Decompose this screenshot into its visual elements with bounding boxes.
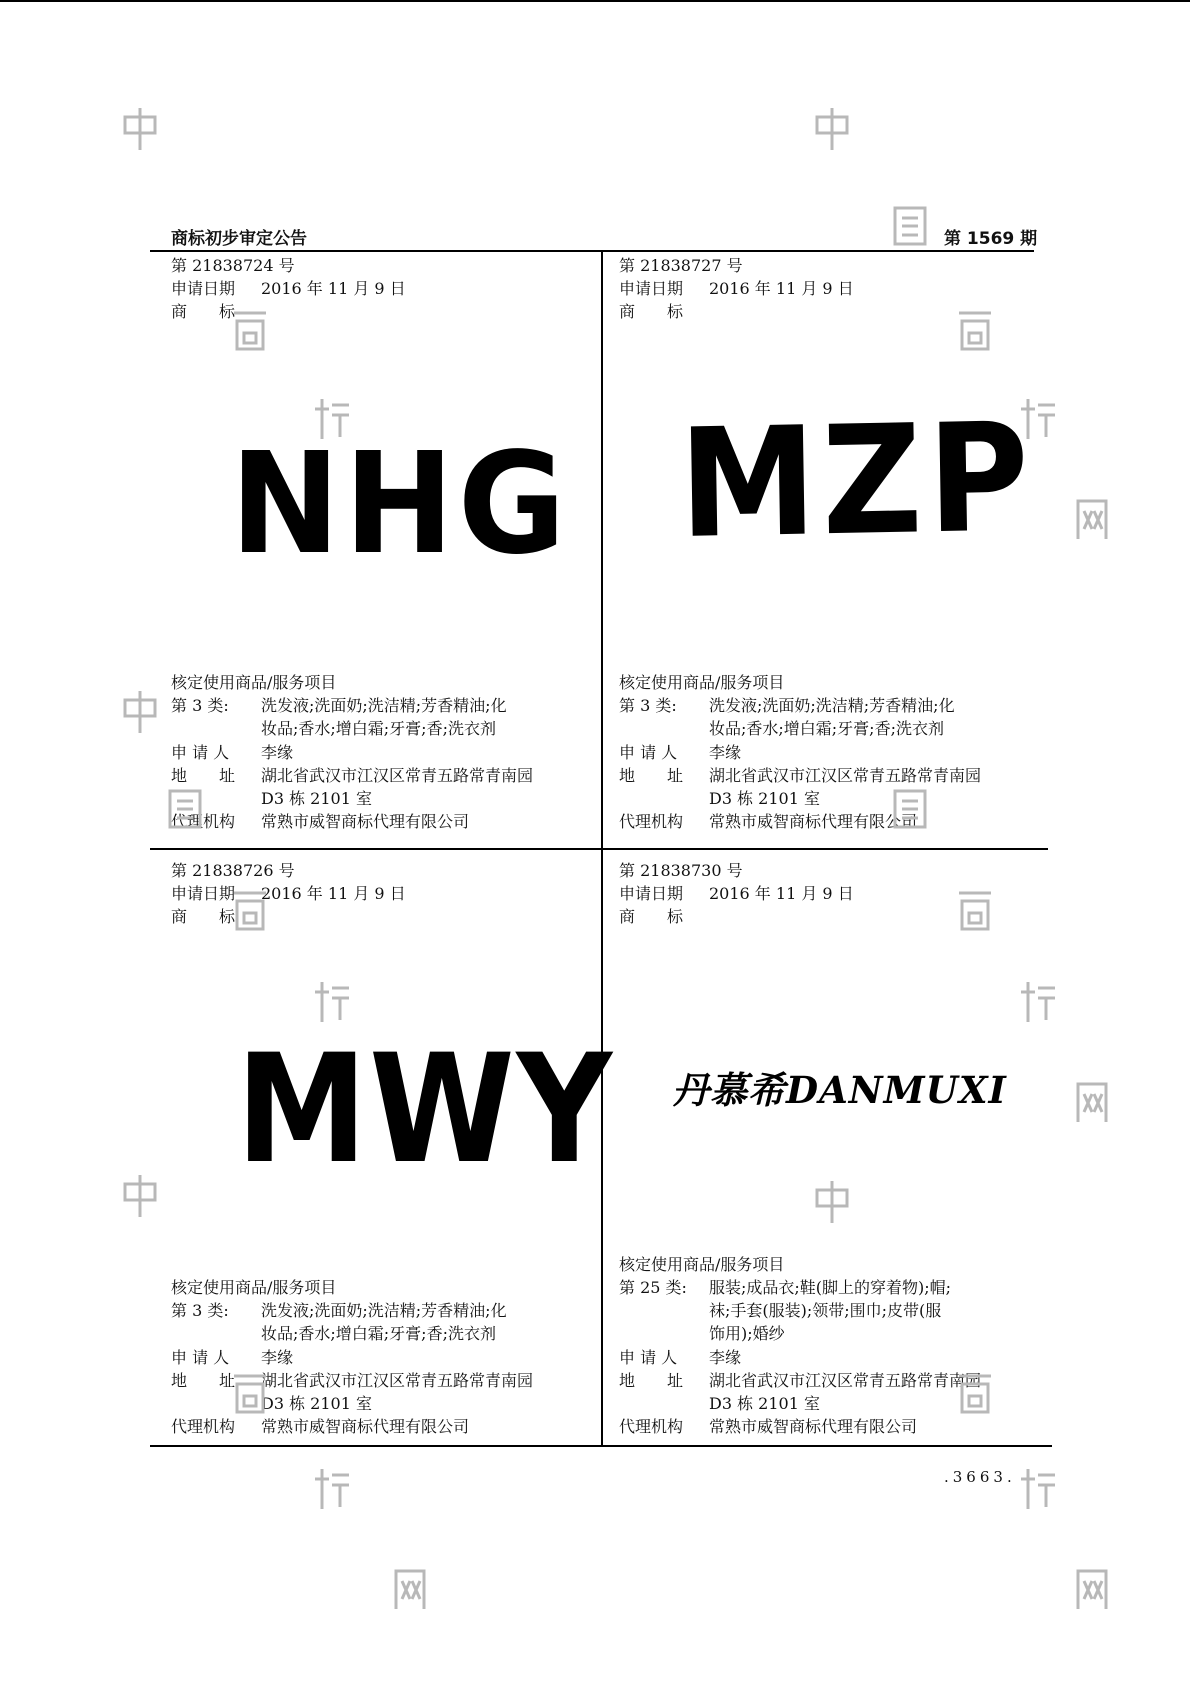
goods-line: 服装;成品衣;鞋(脚上的穿着物);帽; [709, 1278, 952, 1297]
agency-label: 代理机构 [619, 1417, 684, 1436]
agency-label: 代理机构 [171, 812, 236, 831]
watermark-biao-icon [312, 395, 352, 443]
goods-line: 妆品;香水;增白霜;牙膏;香;洗衣剂 [261, 1324, 496, 1343]
agency-value: 常熟市威智商标代理有限公司 [261, 812, 470, 831]
watermark-zhong-icon [120, 688, 160, 736]
watermark-zhong-icon [120, 1172, 160, 1220]
agency-value: 常熟市威智商标代理有限公司 [261, 1417, 470, 1436]
page-number: .3663. [944, 1468, 1016, 1486]
address-line: 湖北省武汉市江汉区常青五路常青南园 [261, 1371, 534, 1390]
mark-label: 商 标 [171, 302, 236, 321]
issue-number: 第 1569 期 [944, 229, 1038, 249]
applicant-value: 李缘 [709, 1348, 742, 1367]
watermark-guo-icon [165, 785, 205, 833]
trademark-image-1: NHG [230, 423, 570, 586]
watermark-wang-icon [1072, 495, 1112, 543]
watermark-shang-icon [230, 305, 270, 353]
class-label: 第 3 类: [171, 1301, 229, 1320]
goods-line: 妆品;香水;增白霜;牙膏;香;洗衣剂 [261, 719, 496, 738]
watermark-guo-icon [890, 785, 930, 833]
watermark-biao-icon [1018, 395, 1058, 443]
gazette-title: 商标初步审定公告 [171, 229, 307, 249]
middle-rule [150, 848, 1048, 850]
app-date-value: 2016 年 11 月 9 日 [709, 884, 854, 903]
registration-number: 第 21838724 号 [171, 256, 295, 275]
applicant-value: 李缘 [261, 1348, 294, 1367]
address-label: 地 址 [619, 766, 684, 785]
header-rule [150, 250, 1034, 252]
goods-line: 洗发液;洗面奶;洗洁精;芳香精油;化 [261, 696, 507, 715]
goods-heading: 核定使用商品/服务项目 [171, 1278, 337, 1297]
address-line: 湖北省武汉市江汉区常青五路常青南园 [709, 1371, 982, 1390]
watermark-wang-icon [390, 1565, 430, 1613]
watermark-zhong-icon [120, 105, 160, 153]
registration-number: 第 21838727 号 [619, 256, 743, 275]
class-label: 第 25 类: [619, 1278, 687, 1297]
registration-number: 第 21838726 号 [171, 861, 295, 880]
watermark-wang-icon [1072, 1078, 1112, 1126]
app-date-value: 2016 年 11 月 9 日 [709, 279, 854, 298]
address-line: 湖北省武汉市江汉区常青五路常青南园 [709, 766, 982, 785]
app-date-label: 申请日期 [171, 884, 236, 903]
app-date-value: 2016 年 11 月 9 日 [261, 884, 406, 903]
watermark-biao-icon [1018, 978, 1058, 1026]
goods-line: 洗发液;洗面奶;洗洁精;芳香精油;化 [709, 696, 955, 715]
mark-label: 商 标 [171, 907, 236, 926]
watermark-shang-icon [955, 885, 995, 933]
address-label: 地 址 [619, 1371, 684, 1390]
app-date-label: 申请日期 [619, 884, 684, 903]
app-date-value: 2016 年 11 月 9 日 [261, 279, 406, 298]
top-border [0, 0, 1190, 2]
goods-line: 妆品;香水;增白霜;牙膏;香;洗衣剂 [709, 719, 944, 738]
trademark-image-4: 丹慕希DANMUXI [672, 1068, 1007, 1112]
mark-label: 商 标 [619, 302, 684, 321]
column-divider-top [601, 252, 603, 848]
goods-heading: 核定使用商品/服务项目 [619, 673, 785, 692]
applicant-label: 申 请 人 [171, 743, 230, 762]
address-line: D3 栋 2101 室 [261, 789, 372, 808]
address-line: D3 栋 2101 室 [261, 1394, 372, 1413]
watermark-zhong-icon [812, 105, 852, 153]
watermark-biao-icon [1018, 1465, 1058, 1513]
mark-label: 商 标 [619, 907, 684, 926]
app-date-label: 申请日期 [619, 279, 684, 298]
watermark-shang-icon [955, 305, 995, 353]
class-label: 第 3 类: [171, 696, 229, 715]
agency-value: 常熟市威智商标代理有限公司 [709, 1417, 918, 1436]
applicant-value: 李缘 [709, 743, 742, 762]
applicant-value: 李缘 [261, 743, 294, 762]
trademark-image-3: MWY [236, 1023, 614, 1197]
agency-value: 常熟市威智商标代理有限公司 [709, 812, 918, 831]
applicant-label: 申 请 人 [171, 1348, 230, 1367]
address-line: D3 栋 2101 室 [709, 789, 820, 808]
address-label: 地 址 [171, 766, 236, 785]
agency-label: 代理机构 [619, 812, 684, 831]
watermark-zhong-icon [812, 1178, 852, 1226]
goods-heading: 核定使用商品/服务项目 [619, 1255, 785, 1274]
watermark-shang-icon [230, 1368, 270, 1416]
watermark-biao-icon [312, 1465, 352, 1513]
watermark-shang-icon [955, 1368, 995, 1416]
address-line: D3 栋 2101 室 [709, 1394, 820, 1413]
watermark-biao-icon [312, 978, 352, 1026]
applicant-label: 申 请 人 [619, 743, 678, 762]
watermark-wang-icon [1072, 1565, 1112, 1613]
watermark-guo-icon [890, 202, 930, 250]
app-date-label: 申请日期 [171, 279, 236, 298]
address-line: 湖北省武汉市江汉区常青五路常青南园 [261, 766, 534, 785]
bottom-rule [150, 1445, 1052, 1447]
watermark-shang-icon [230, 885, 270, 933]
trademark-image-2: MZP [677, 391, 1036, 572]
applicant-label: 申 请 人 [619, 1348, 678, 1367]
goods-heading: 核定使用商品/服务项目 [171, 673, 337, 692]
goods-line: 袜;手套(服装);领带;围巾;皮带(服 [709, 1301, 942, 1320]
registration-number: 第 21838730 号 [619, 861, 743, 880]
agency-label: 代理机构 [171, 1417, 236, 1436]
address-label: 地 址 [171, 1371, 236, 1390]
goods-line: 饰用);婚纱 [709, 1324, 785, 1343]
goods-line: 洗发液;洗面奶;洗洁精;芳香精油;化 [261, 1301, 507, 1320]
class-label: 第 3 类: [619, 696, 677, 715]
